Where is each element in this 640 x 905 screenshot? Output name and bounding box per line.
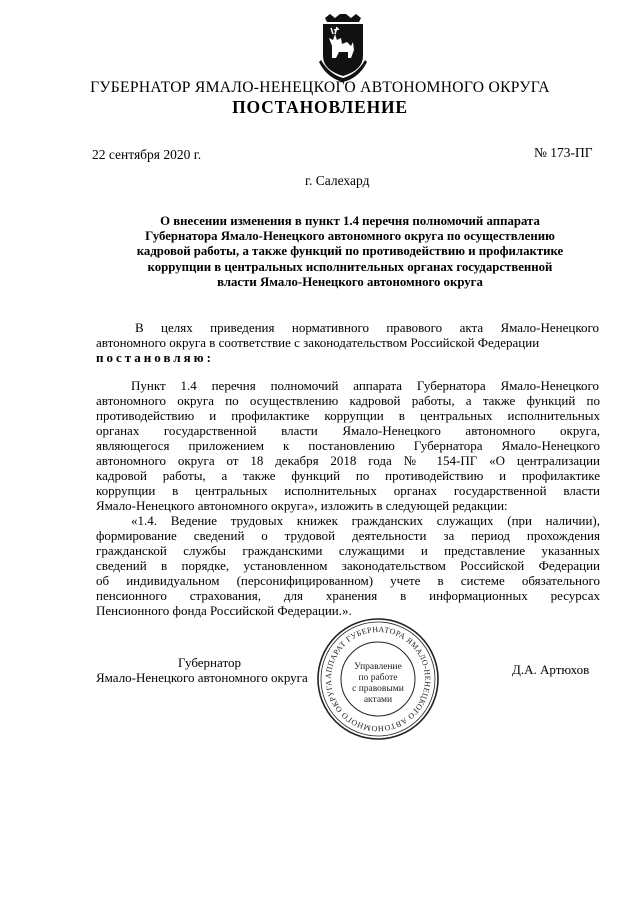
body-line: сведений в порядке, установленном законодательством Российской Федерации <box>96 558 600 573</box>
official-seal <box>316 617 440 741</box>
body-line: об индивидуальном (персонифицированном) учете в системе обязательного <box>96 573 600 588</box>
body-line: автономного округа по осуществлению кадровой работы, а также функций по <box>96 393 600 408</box>
seal-center-line: актами <box>363 695 393 705</box>
signature-title: Губернатор <box>178 655 241 670</box>
body-line: Ямало-Ненецкого автономного округа», изложить в следующей редакции: <box>96 498 508 513</box>
document-date: 22 сентября 2020 г. <box>92 147 202 162</box>
signer-name: Д.А. Артюхов <box>512 662 590 677</box>
document-city: г. Салехард <box>305 173 370 188</box>
subject-line: власти Ямало-Ненецкого автономного округа <box>217 274 483 289</box>
subject-line: О внесении изменения в пункт 1.4 перечня полномочий аппарата <box>160 214 540 228</box>
organization-title: ГУБЕРНАТОР ЯМАЛО-НЕНЕЦКОГО АВТОНОМНОГО ОКРУГА <box>90 79 550 96</box>
subject-line: Губернатора Ямало-Ненецкого автономного округа по осуществлению <box>145 229 555 244</box>
document-subject <box>100 214 600 290</box>
document-number: № 173-ПГ <box>534 145 593 160</box>
coat-of-arms-icon <box>317 12 369 86</box>
body-line: пенсионного страхования, для хранения в информационных ресурсах <box>96 588 600 603</box>
subject-line: коррупции в центральных исполнительных органах государственной <box>147 259 553 274</box>
body-line: формирование сведений о трудовой деятельности за период прохождения <box>96 528 600 543</box>
seal-center-line: с правовыми <box>352 684 404 694</box>
body-line: являющегося приложением к постановлению Губернатора Ямало-Ненецкого <box>96 438 600 453</box>
body-line: Пенсионного фонда Российской Федерации.». <box>96 603 352 618</box>
preamble-line: В целях приведения нормативного правового акта Ямало-Ненецкого <box>135 320 599 335</box>
body-line: противодействию и профилактике коррупции в центральных исполнительных <box>96 408 600 423</box>
preamble-line: автономного округа в соответствие с законодательством Российской Федерации <box>96 335 540 350</box>
signature-organization: Ямало-Ненецкого автономного округа <box>96 670 308 685</box>
body-line: коррупции в центральных исполнительных органах государственной власти <box>96 483 600 498</box>
body-line: кадровой работы, а также функций по противодействию и профилактике <box>96 468 600 483</box>
subject-line: кадровой работы, а также функций по противодействию и профилактике <box>136 244 564 259</box>
body-line: гражданской службы гражданскими служащими и представление указанных <box>96 543 600 558</box>
seal-ring-text: АППАРАТ ГУБЕРНАТОРА ЯМАЛО-НЕНЕЦКОГО АВТОНОМНОГО ОКРУГА <box>323 624 433 734</box>
body-line: автономного округа от 18 декабря 2018 года № 154-ПГ «О централизации <box>96 453 600 468</box>
seal-center-line: Управление <box>354 662 402 672</box>
seal-center-line: по работе <box>358 673 398 683</box>
body-line: Пункт 1.4 перечня полномочий аппарата Губернатора Ямало-Ненецкого <box>131 378 599 393</box>
body-line: «1.4. Ведение трудовых книжек гражданских служащих (при наличии), <box>131 513 600 528</box>
document-type: ПОСТАНОВЛЕНИЕ <box>232 97 408 117</box>
decree-word: постановляю: <box>96 350 214 365</box>
body-line: органах государственной власти Ямало-Ненецкого автономного округа, <box>96 423 600 438</box>
